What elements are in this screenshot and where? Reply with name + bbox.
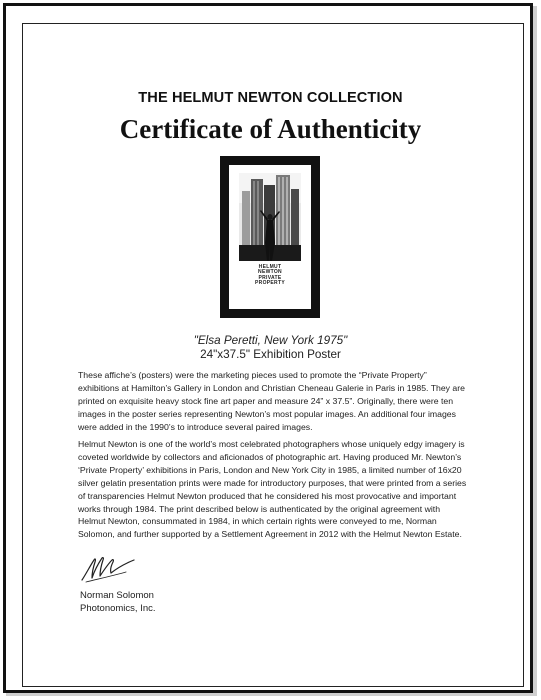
signatory-name: Norman Solomon <box>80 590 154 601</box>
artwork-format: 24"x37.5" Exhibition Poster <box>200 348 341 361</box>
certificate-title: Certificate of Authenticity <box>119 114 422 144</box>
poster-caption-line: HELMUT <box>258 264 282 270</box>
signatory-company: Photonomics, Inc. <box>80 603 156 614</box>
poster-mat <box>229 165 311 309</box>
poster-caption-line: PRIVATE <box>258 274 282 281</box>
description-paragraph-1: These affiche’s (posters) were the marketing pieces used to promote the “Private Property” exhibitions at Hamilton’s Gallery in London and Christian Cheneau Galerie in Paris in 1985. They are printed on exquisite heavy stock fine art paper and measure 24” x 37.5”. Originally, there were ten images in the poster series representing Newton’s most popular images. An additional four images were added in the 1990’s to introduce several paired images. <box>78 370 465 432</box>
poster-caption-line: NEWTON <box>258 269 282 276</box>
poster-image <box>220 156 320 318</box>
poster-caption-line: PROPERTY <box>255 280 285 287</box>
poster-caption <box>229 265 311 287</box>
signature-icon <box>80 552 136 586</box>
description-paragraph-2: Helmut Newton is one of the world’s most celebrated photographers whose uniquely edgy imagery is coveted worldwide by collectors and aficionados of photographic art. Having produced Mr. Newton’s ‘Private Property’ exhibitions in Paris, London and New York City in 1985, a limited number of 16x20 silver gelatin presentation prints were made for introductory purposes, that were printed from a series of transparencies Helmut Newton produced that he considered his most provocative and important works through 1984. The print described below is authenticated by the original agreement with Helmut Newton, consummated in 1984, in which certain rights were conveyed to me, Norman Solomon, and further supported by a Settlement Agreement in 2012 with the Helmut Newton Estate. <box>78 439 467 540</box>
poster-photo-icon <box>229 165 311 265</box>
artwork-title: "Elsa Peretti, New York 1975" <box>193 334 348 347</box>
collection-title: THE HELMUT NEWTON COLLECTION <box>138 90 403 106</box>
